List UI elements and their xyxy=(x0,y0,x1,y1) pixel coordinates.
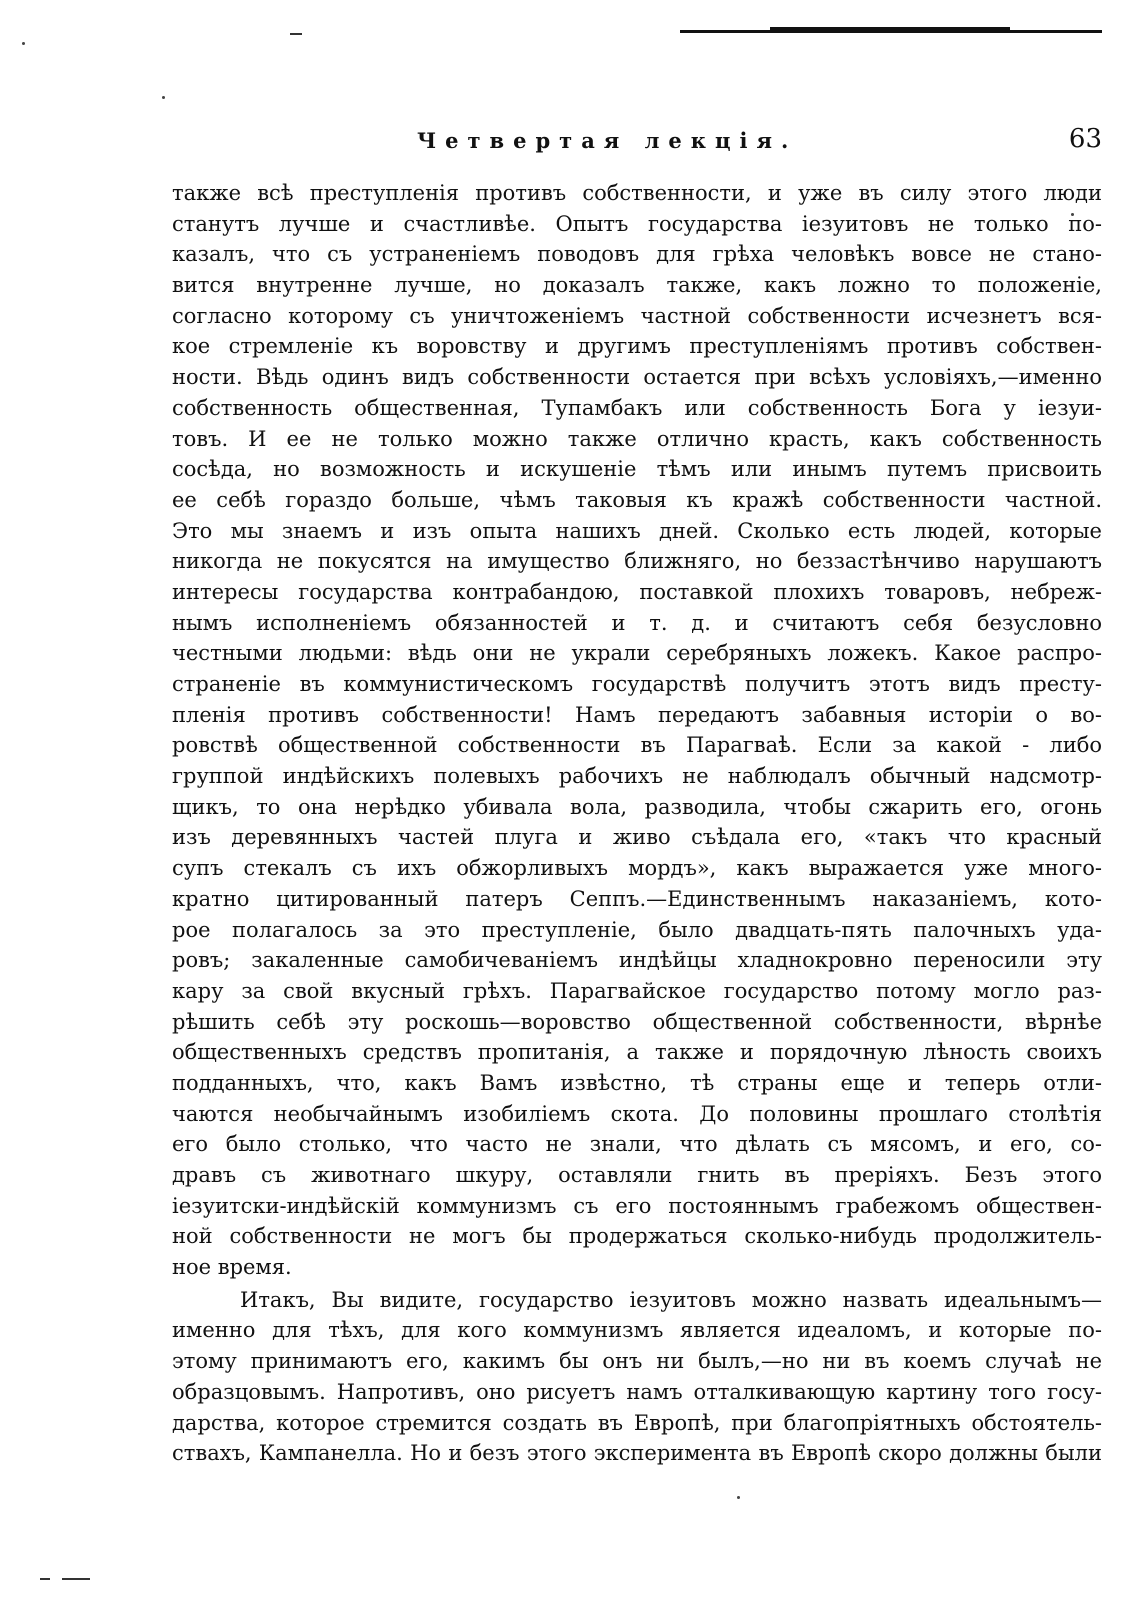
text-line: ной собственности не могъ бы продержаться сколько-нибудь продолжитель- xyxy=(172,1224,1102,1249)
text-line: чаются необычайнымъ изобиліемъ скота. До половины прошлаго столѣтія xyxy=(172,1101,1102,1126)
text-line: ности. Вѣдь одинъ видъ собственности остается при всѣхъ условіяхъ,—именно xyxy=(172,365,1102,390)
text-line: рое полагалось за это преступленіе, было двадцать-пять палочныхъ уда- xyxy=(172,917,1102,942)
text-line: щикъ, то она нерѣдко убивала вола, разводила, чтобы сжарить его, огонь xyxy=(172,794,1102,819)
scan-speck xyxy=(22,42,25,45)
paragraph-2 xyxy=(172,1285,1102,1469)
scan-speck xyxy=(162,96,165,99)
bottom-edge-mark xyxy=(62,1578,90,1580)
text-line: также всѣ преступленія противъ собственности, и уже въ силу этого люди xyxy=(172,181,1102,205)
text-line: интересы государства контрабандою, поставкой плохихъ товаровъ, небреж- xyxy=(172,579,1102,604)
text-line: казалъ, что съ устраненіемъ поводовъ для грѣха человѣкъ вовсе не стано- xyxy=(172,242,1102,267)
text-line: пленія противъ собственности! Намъ передаютъ забавныя исторіи о во- xyxy=(172,702,1102,727)
text-line: собственность общественная, Тупамбакъ или собственность Бога у іезуи- xyxy=(172,395,1102,420)
text-line: подданныхъ, что, какъ Вамъ извѣстно, тѣ страны еще и теперь отли- xyxy=(172,1070,1102,1095)
text-line: сосѣда, но возможность и искушеніе тѣмъ или инымъ путемъ присвоить xyxy=(172,457,1102,482)
top-edge-rule-thick xyxy=(770,27,1010,30)
text-line: его было столько, что часто не знали, что дѣлать съ мясомъ, и его, со- xyxy=(172,1132,1102,1157)
scan-speck xyxy=(737,1496,740,1499)
text-line: ное время. xyxy=(172,1255,292,1280)
text-line: ее себѣ гораздо больше, чѣмъ таковыя къ кражѣ собственности частной. xyxy=(172,487,1102,512)
text-line: именно для тѣхъ, для кого коммунизмъ является идеаломъ, и которые по- xyxy=(172,1318,1102,1343)
text-line: согласно которому съ уничтоженіемъ частной собственности исчезнетъ вся- xyxy=(172,303,1102,328)
text-line: дравъ съ животнаго шкуру, оставляли гнить въ преріяхъ. Безъ этого xyxy=(172,1163,1102,1187)
text-line: изъ деревянныхъ частей плуга и живо съѣдала его, «такъ что красный xyxy=(172,825,1102,850)
text-line: честными людьми: вѣдь они не украли серебряныхъ ложекъ. Какое распро- xyxy=(172,641,1102,666)
top-edge-rule xyxy=(680,30,1102,33)
paragraph-1 xyxy=(172,178,1102,1283)
body-text xyxy=(172,178,1102,1469)
text-line: кратно цитированный патеръ Сеппъ.—Единственнымъ наказаніемъ, кото- xyxy=(172,886,1102,911)
text-line: этому принимаютъ его, какимъ бы онъ ни былъ,—но ни въ коемъ случаѣ не xyxy=(172,1349,1102,1374)
text-line: товъ. И ее не только можно также отлично красть, какъ собственность xyxy=(172,426,1102,451)
text-line: супъ стекалъ съ ихъ обжорливыхъ мордъ», какъ выражается уже много- xyxy=(172,856,1102,881)
top-edge-mark xyxy=(290,33,302,35)
text-line: іезуитски-индѣйскій коммунизмъ съ его постояннымъ грабежомъ обществен- xyxy=(172,1193,1102,1218)
bottom-edge-mark xyxy=(40,1578,50,1580)
text-line: вится внутренне лучше, но доказалъ также, какъ ложно то положеніе, xyxy=(172,273,1102,298)
text-line: группой индѣйскихъ полевыхъ рабочихъ не наблюдалъ обычный надсмотр- xyxy=(172,764,1102,789)
text-line: ровъ; закаленные самобичеваніемъ индѣйцы хладнокровно переносили эту xyxy=(172,948,1102,973)
text-line: никогда не покусятся на имущество ближняго, но беззастѣнчиво нарушаютъ xyxy=(172,549,1102,574)
text-line: ровствѣ общественной собственности въ Парагваѣ. Если за какой - либо xyxy=(172,733,1102,758)
text-line: кару за свой вкусный грѣхъ. Парагвайское государство потому могло раз- xyxy=(172,978,1102,1003)
text-line: Это мы знаемъ и изъ опыта нашихъ дней. Сколько есть людей, которые xyxy=(172,518,1102,543)
page-number: 63 xyxy=(1068,124,1102,154)
running-head xyxy=(172,124,1102,168)
text-line: дарства, которое стремится создать въ Европѣ, при благопріятныхъ обстоятель- xyxy=(172,1410,1102,1435)
text-line: страненіе въ коммунистическомъ государствѣ получитъ этотъ видъ престу- xyxy=(172,672,1102,696)
text-line: Итакъ, Вы видите, государство іезуитовъ можно назвать идеальнымъ— xyxy=(240,1287,1102,1312)
running-title: Четвертая лекція. xyxy=(417,128,798,153)
text-line: рѣшить себѣ эту роскошь—воровство общественной собственности, вѣрнѣе xyxy=(172,1009,1102,1034)
text-line: нымъ исполненіемъ обязанностей и т. д. и считаютъ себя безусловно xyxy=(172,610,1102,635)
text-line: кое стремленіе къ воровству и другимъ преступленіямъ противъ собствен- xyxy=(172,334,1102,359)
text-line: станутъ лучше и счастливѣе. Опытъ государства іезуитовъ не только по- xyxy=(172,211,1102,236)
text-line: ствахъ, Кампанелла. Но и безъ этого эксперимента въ Европѣ скоро должны были xyxy=(172,1441,1102,1466)
text-line: образцовымъ. Напротивъ, оно рисуетъ намъ отталкивающую картину того госу- xyxy=(172,1379,1102,1404)
text-line: общественныхъ средствъ пропитанія, а также и порядочную лѣность своихъ xyxy=(172,1040,1102,1065)
